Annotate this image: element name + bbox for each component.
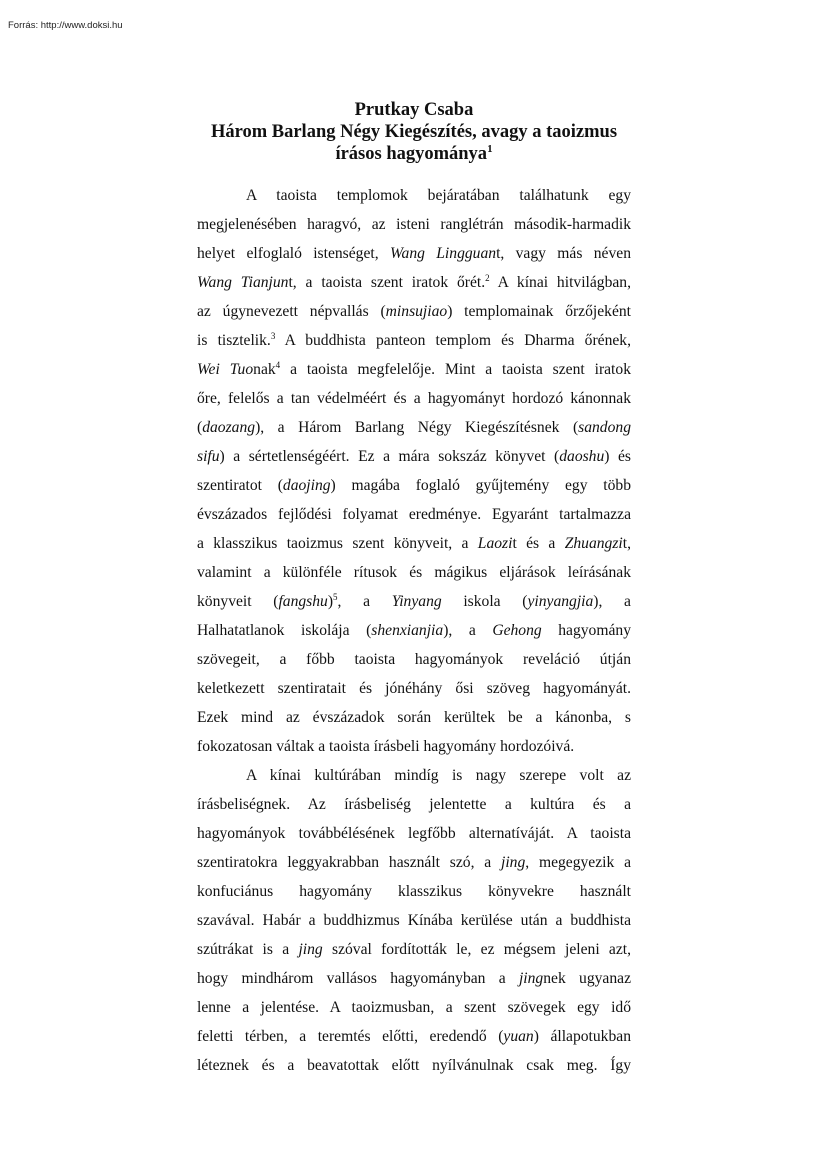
italic-term: yinyangjia [527,593,594,610]
text-line [197,964,631,993]
text-line [197,674,631,703]
italic-term: Wang Tianjun [197,274,289,291]
text-line [197,442,631,471]
italic-term: yuan [503,1028,534,1045]
italic-term: daoshu [559,448,605,465]
text-run: az úgynevezett népvallás ( [197,303,386,320]
text-run: iskola ( [441,593,528,610]
text-line [197,268,631,297]
italic-term: Wang Lingguan [389,245,497,262]
text-run: , megegyezik a [525,854,631,871]
text-line [197,1022,631,1051]
italic-term: Wei Tuo [197,361,254,378]
italic-term: Yinyang [391,593,442,610]
text-run: nek ugyanaz [543,970,631,987]
text-run: A buddhista panteon templom és Dharma őrének, [275,332,631,349]
title-line-2-text: írásos hagyománya [335,144,488,164]
italic-term: jing [500,854,526,871]
footnote-reference: 5 [333,592,338,602]
text-run: megjelenésében haragvó, az isteni ranglétrán második-harmadik [197,216,631,233]
text-run: írásbeliségnek. Az írásbeliség jelentette a kultúra és a [197,796,631,813]
italic-term: daozang [202,419,256,436]
text-run: t, vagy más néven [496,245,631,262]
text-run: ) [327,593,334,610]
text-line [197,616,631,645]
text-run: hogy mindhárom vallásos hagyományban a [197,970,519,987]
document-title [197,99,631,165]
footnote-reference: 3 [270,331,276,341]
text-line [197,819,631,848]
text-line [197,529,631,558]
text-run: hagyományok továbbélésének legfőbb alternatíváját. A taoista [197,825,631,842]
italic-term: Gehong [492,622,542,639]
paragraph [197,761,631,1080]
text-line [197,181,631,210]
text-line [197,587,631,616]
text-line [197,210,631,239]
text-run: a taoista megfelelője. Mint a taoista szent iratok [280,361,631,378]
text-line [197,761,631,790]
text-line [197,645,631,674]
text-run: léteznek és a beavatottak előtt nyílvánulnak csak meg. Így [197,1057,631,1074]
footnote-reference: 4 [275,360,281,370]
text-run: A taoista templomok bejáratában találhatunk egy [246,187,631,204]
italic-term: Zhuangzi [564,535,623,552]
text-run: A kínai kultúrában mindíg is nagy szerepe volt az [246,767,631,784]
text-run: lenne a jelentése. A taoizmusban, a szent szövegek egy idő [197,999,631,1016]
text-line [197,790,631,819]
text-run: szavával. Habár a buddhizmus Kínába kerülése után a buddhista [197,912,631,929]
footnote-reference: 2 [485,273,490,283]
text-run: szentiratot ( [197,477,283,494]
text-line [197,906,631,935]
text-run: keletkezett szentiratait és jónéhány ősi szöveg hagyományát. [197,680,631,697]
text-run: ) állapotukban [533,1028,631,1045]
text-line [197,384,631,413]
text-run: ) és [604,448,631,465]
text-run: szútrákat is a [197,941,299,958]
text-run: ) templomainak őrzőjeként [447,303,631,320]
text-run: ) magába foglaló gyűjtemény egy több [330,477,631,494]
text-line [197,297,631,326]
text-run: hagyomány [541,622,631,639]
source-url: Forrás: http://www.doksi.hu [8,20,123,31]
text-line [197,413,631,442]
text-run: ( [197,419,203,436]
text-line [197,848,631,877]
text-run: szövegeit, a főbb taoista hagyományok reveláció útján [197,651,631,668]
italic-term: jing [298,941,323,958]
text-run: ), a [443,622,493,639]
text-run: helyet elfoglaló istenséget, [197,245,390,262]
italic-term: sifu [197,448,220,465]
italic-term: fangshu [278,593,328,610]
italic-term: Laozi [477,535,513,552]
title-line-2 [197,143,631,165]
text-run: Ezek mind az évszázadok során kerültek be a kánonba, s [197,709,631,726]
text-run: is tisztelik. [197,332,271,349]
text-run: feletti térben, a teremtés előtti, eredendő ( [197,1028,504,1045]
text-run: nak [253,361,276,378]
text-run: szentiratokra leggyakrabban használt szó, a [197,854,501,871]
text-line [197,993,631,1022]
text-run: Halhatatlanok iskolája ( [197,622,372,639]
text-run: konfuciánus hagyomány klasszikus könyvekre használt [197,883,631,900]
text-run: könyveit ( [197,593,279,610]
italic-term: sandong [578,419,631,436]
footnote-mark: 1 [487,142,493,155]
text-line [197,239,631,268]
text-run: a klasszikus taoizmus szent könyveit, a [197,535,478,552]
text-line [197,935,631,964]
text-run: , a [337,593,392,610]
text-run: fokozatosan váltak a taoista írásbeli hagyomány hordozóivá. [197,738,575,755]
text-line [197,558,631,587]
italic-term: jing [518,970,544,987]
paragraph [197,181,631,761]
text-run: A kínai hitvilágban, [489,274,631,291]
text-line [197,355,631,384]
text-line [197,703,631,732]
text-line [197,1051,631,1080]
title-line-1: Három Barlang Négy Kiegészítés, avagy a taoizmus [210,122,618,142]
text-run: t és a [512,535,565,552]
text-line [197,732,631,761]
text-line [197,500,631,529]
italic-term: shenxianjia [371,622,444,639]
text-run: t, [622,535,631,552]
body-text [197,181,631,1080]
text-run: ), a [593,593,631,610]
italic-term: minsujiao [385,303,448,320]
author-name: Prutkay Csaba [354,100,474,120]
italic-term: daojing [282,477,331,494]
text-line [197,471,631,500]
text-run: valamint a különféle rítusok és mágikus eljárások leírásának [197,564,631,581]
text-run: őre, felelős a tan védelméért és a hagyományt hordozó kánonnak [197,390,631,407]
text-line [197,326,631,355]
text-run: ) a sértetlenségéért. Ez a mára sokszáz könyvet ( [219,448,560,465]
text-run: t, a taoista szent iratok őrét. [288,274,486,291]
text-run: szóval fordították le, ez mégsem jeleni azt, [322,941,631,958]
text-line [197,877,631,906]
text-run: ), a Három Barlang Négy Kiegészítésnek ( [255,419,579,436]
text-run: évszázados fejlődési folyamat eredménye. Egyaránt tartalmazza [197,506,631,523]
